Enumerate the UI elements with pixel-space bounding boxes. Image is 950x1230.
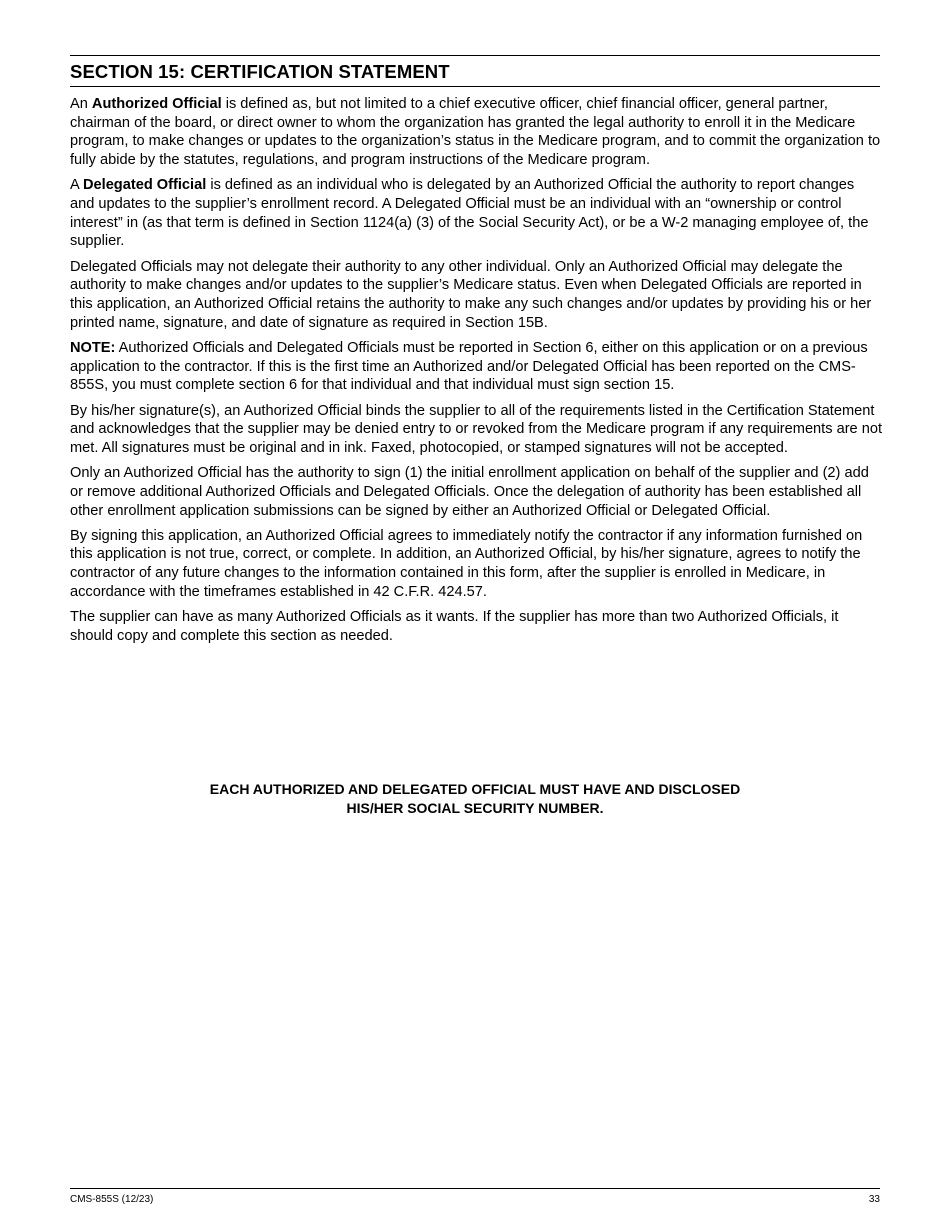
term-authorized-official: Authorized Official bbox=[91, 96, 222, 112]
paragraph-authorized-official bbox=[70, 95, 882, 170]
paragraph-text: Authorized Officials and Delegated Officials must be reported in Section 6, either on this application or on a previous application to the contractor. If this is the first time an Authorized and/or Delegated Official has been reported on the CMS-855S, you must complete section 6 for that individual and that individual must sign section 15. bbox=[70, 339, 868, 394]
notice-line-1: EACH AUTHORIZED AND DELEGATED OFFICIAL MUST HAVE AND DISCLOSED bbox=[209, 781, 741, 797]
page-footer bbox=[70, 1188, 880, 1211]
document-page bbox=[70, 0, 883, 1230]
paragraph-delegated-official bbox=[70, 176, 882, 251]
form-identifier: CMS-855S (12/23) bbox=[70, 1194, 154, 1205]
notice-line-2: HIS/HER SOCIAL SECURITY NUMBER. bbox=[346, 799, 604, 816]
paragraph-note bbox=[70, 339, 882, 395]
section-header bbox=[70, 55, 880, 87]
section-title: SECTION 15: CERTIFICATION STATEMENT bbox=[70, 61, 450, 82]
paragraph-text: is defined as an individual who is delegated by an Authorized Official the authority to report changes and updates to the supplier’s enrollment record. A Delegated Official must be an individual with an “ownership or control interest” in (as that term is defined in Section 1124(a) (3) of the Social Security Act), or be a W-2 managing employee of, the supplier. bbox=[70, 177, 869, 250]
note-label: NOTE: bbox=[70, 339, 116, 356]
paragraph-signature-binding: By his/her signature(s), an Authorized Official binds the supplier to all of the requirements listed in the Certification Statement and acknowledges that the supplier may be denied entry to or revoked from the Medicare program if any requirements are not met. All signatures must be original and in ink. Faxed, photocopied, or stamped signatures will not be accepted. bbox=[70, 402, 883, 456]
ssn-disclosure-notice bbox=[70, 780, 880, 817]
paragraph-notification-agreement: By signing this application, an Authorized Official agrees to immediately notify the contractor if any information furnished on this application is not true, correct, or complete. In addition, an Authorized Official, by his/her signature, agrees to notify the contractor of any future changes to the information contained in this form, after the supplier is enrolled in Medicare, in accordance with the timeframes established in 42 C.F.R. 424.57. bbox=[70, 527, 863, 600]
paragraph-lead: A bbox=[70, 177, 83, 194]
page-number: 33 bbox=[868, 1194, 880, 1205]
paragraph-delegation-limits: Delegated Officials may not delegate their authority to any other individual. Only an Authorized Official may delegate the authority to make changes and/or updates to the supplier’s Medicare status. Even when Delegated Officials are reported in this application, an Authorized Official retains the authority to make any such changes and/or updates by providing his or her printed name, signature, and date of signature as required in Section 15B. bbox=[70, 258, 872, 331]
paragraph-signing-authority: Only an Authorized Official has the authority to sign (1) the initial enrollment application on behalf of the supplier and (2) add or remove additional Authorized Officials and Delegated Officials. Once the delegation of authority has been established all other enrollment application submissions can be signed by either an Authorized Official or Delegated Official. bbox=[70, 465, 869, 519]
certification-body bbox=[70, 95, 882, 652]
term-delegated-official: Delegated Official bbox=[82, 177, 207, 194]
paragraph-lead: An bbox=[70, 96, 92, 112]
paragraph-multiple-officials: The supplier can have as many Authorized Officials as it wants. If the supplier has more than two Authorized Officials, it should copy and complete this section as needed. bbox=[70, 609, 839, 644]
paragraph-text: is defined as, but not limited to a chief executive officer, chief financial officer, general partner, chairman of the board, or direct owner to whom the organization has granted the legal authority to enroll it in the Medicare program, to make changes or updates to the organization’s status in the Medicare program, and to commit the organization to fully abide by the statutes, regulations, and program instructions of the Medicare program. bbox=[70, 96, 881, 169]
